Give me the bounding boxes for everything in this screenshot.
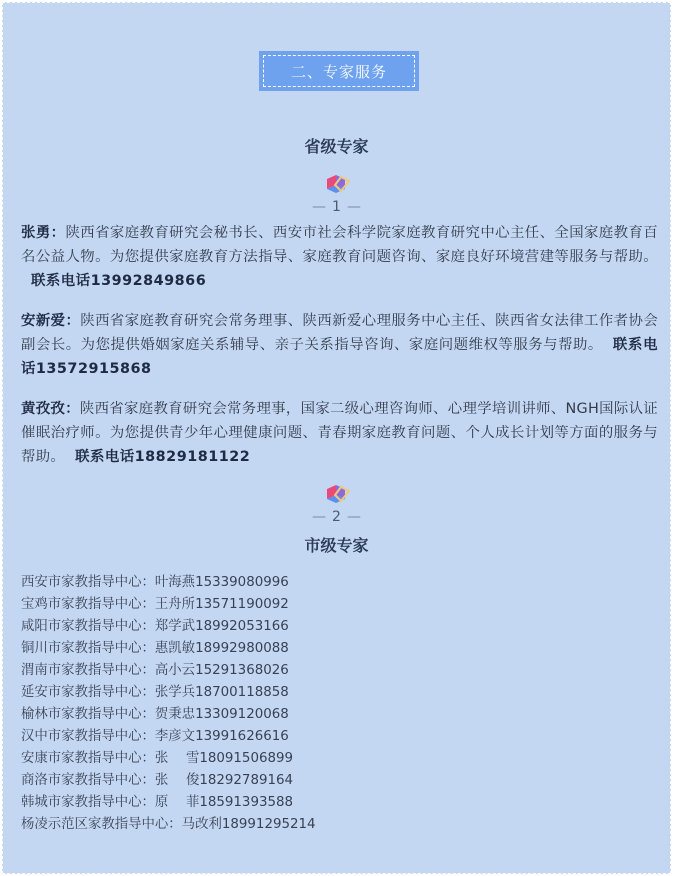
expert-phone: 联系电话13572915868 — [21, 337, 658, 377]
list-item: 安康市家教指导中心：张 雪18091506899 — [21, 751, 294, 766]
section-title-box — [259, 51, 419, 91]
city-center-list — [21, 572, 621, 836]
list-item: 延安市家教指导中心：张学兵18700118858 — [21, 685, 289, 700]
list-item: 铜川市家教指导中心：惠凯敏18992980088 — [21, 641, 289, 656]
list-item: 西安市家教指导中心：叶海燕15339080996 — [21, 575, 289, 590]
list-item: 商洛市家教指导中心：张 俊18292789164 — [21, 773, 294, 788]
section-title: 二、专家服务 — [263, 55, 415, 87]
expert-phone: 联系电话18829181122 — [75, 449, 251, 465]
page-panel — [2, 2, 671, 874]
list-item: 杨凌示范区家教指导中心：马改利18991295214 — [21, 817, 316, 832]
expert-name: 黄孜孜： — [21, 401, 80, 417]
expert-desc: 陕西省家庭教育研究会常务理事、陕西新爱心理服务中心主任、陕西省女法律工作者协会副会长。为您提供婚姻家庭关系辅导、亲子关系指导咨询、家庭问题维权等服务与帮助。 — [21, 313, 659, 353]
list-item: 渭南市家教指导中心：高小云15291368026 — [21, 663, 289, 678]
expert-item — [21, 309, 658, 381]
provincial-number-value: 1 — [332, 199, 341, 215]
list-item: 汉中市家教指导中心：李彦文13991626616 — [21, 729, 289, 744]
list-item: 咸阳市家教指导中心：郑学武18992053166 — [21, 619, 289, 634]
expert-desc: 陕西省家庭教育研究会秘书长、西安市社会科学院家庭教育研究中心主任、全国家庭教育百名公益人物。为您提供家庭教育方法指导、家庭教育问题咨询、家庭良好环境营建等服务与帮助。 — [21, 225, 658, 265]
municipal-number-value: 2 — [332, 509, 341, 525]
list-item: 宝鸡市家教指导中心：王舟所13571190092 — [21, 597, 289, 612]
provincial-number: — 1 — — [312, 199, 361, 215]
expert-name: 张勇： — [21, 225, 66, 241]
expert-name: 安新爱： — [21, 313, 81, 329]
list-item: 韩城市家教指导中心：原 菲18591393588 — [21, 795, 294, 810]
expert-desc: 陕西省家庭教育研究会常务理事，国家二级心理咨询师、心理学培训讲师、NGH国际认证催眠治疗师。为您提供青少年心理健康问题、青春期家庭教育问题、个人成长计划等方面的服务与帮助。 — [21, 401, 658, 465]
cube-icon — [323, 171, 353, 197]
expert-phone: 联系电话13992849866 — [31, 273, 207, 289]
cube-icon — [323, 481, 353, 507]
provincial-heading: 省级专家 — [304, 137, 369, 156]
list-item: 榆林市家教指导中心：贺秉忠13309120068 — [21, 707, 289, 722]
expert-item — [21, 221, 658, 293]
expert-item — [21, 397, 658, 469]
municipal-heading: 市级专家 — [304, 536, 369, 555]
municipal-number: — 2 — — [312, 509, 361, 525]
